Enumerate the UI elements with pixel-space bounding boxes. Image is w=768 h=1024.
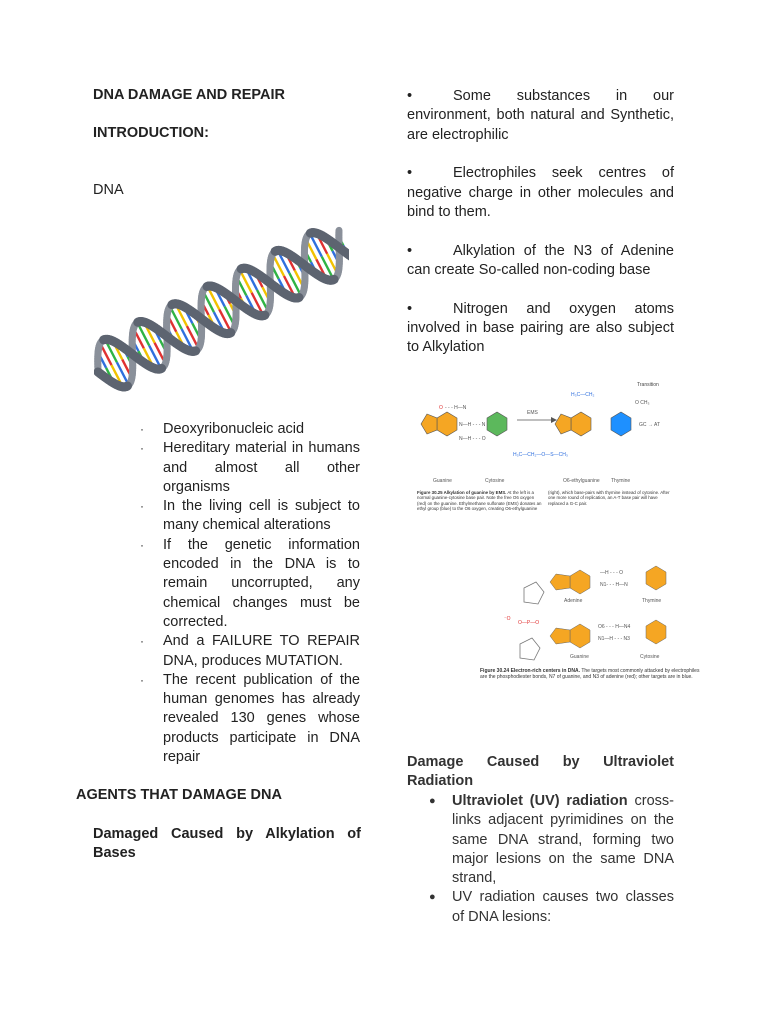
- o6-ethylguanine-ring-icon: [571, 412, 591, 436]
- svg-text:O: O: [439, 405, 443, 411]
- cytosine-label: Cytosine: [485, 478, 505, 484]
- thymine-label-2: Thymine: [642, 598, 662, 604]
- thymine-ring-icon: [646, 566, 666, 590]
- list-item: • Some substances in our environment, both natural and Synthetic, are electrophilic: [407, 88, 674, 143]
- list-item: · If the genetic information encoded in the DNA is to remain uncorrupted, any chemical changes must be corrected.: [140, 536, 360, 630]
- gc-at-label: GC → AT: [639, 422, 661, 428]
- cytosine-ring-icon: [646, 620, 666, 644]
- svg-text:—H - - - O: —H - - - O: [600, 570, 624, 576]
- list-item: · Hereditary material in humans and almost all other organisms: [140, 440, 360, 495]
- transition-label: Transition: [637, 382, 659, 388]
- dna-helix-image: [94, 222, 349, 400]
- list-item: • Nitrogen and oxygen atoms involved in base pairing are also subject to Alkylation: [407, 300, 674, 356]
- svg-text:H₃C—CH₂: H₃C—CH₂: [571, 392, 595, 398]
- adenine-ring-icon: [570, 570, 590, 594]
- svg-text:N—H - - - N: N—H - - - N: [459, 422, 486, 428]
- introduction-heading: INTRODUCTION:: [93, 125, 209, 141]
- dna-facts-list: [140, 420, 360, 767]
- o6-ethylguanine-label: O6-ethylguanine: [563, 478, 600, 484]
- uv-damage-heading: Damage Caused by Ultraviolet Radiation: [407, 754, 674, 790]
- list-item: • Electrophiles seek centres of negative charge in other molecules and bind to them.: [407, 165, 674, 220]
- list-item: ● UV radiation causes two classes of DNA lesions:: [429, 889, 674, 925]
- svg-text:⁻O: ⁻O: [504, 616, 511, 622]
- list-item: · Deoxyribonucleic acid: [140, 421, 305, 437]
- dna-label: DNA: [93, 182, 124, 198]
- sugar-ring-icon: [520, 638, 540, 660]
- electron-rich-centers-figure: [480, 558, 720, 698]
- thymine-ring-icon: [611, 412, 631, 436]
- svg-text:O—P—O: O—P—O: [518, 620, 540, 626]
- list-item: · In the living cell is subject to many chemical alterations: [140, 498, 360, 534]
- guanine-ring-icon: [437, 412, 457, 436]
- guanine-ring-icon: [421, 414, 437, 434]
- uv-damage-list: [407, 792, 674, 927]
- list-item: • Alkylation of the N3 of Adenine can create So-called non-coding base: [407, 242, 674, 279]
- svg-text:N1—H - - - N3: N1—H - - - N3: [598, 636, 630, 642]
- svg-text:H₃C—CH₂—O—S—CH₃: H₃C—CH₂—O—S—CH₃: [513, 452, 568, 458]
- list-item: ● Ultraviolet (UV) radiation cross-links adjacent pyrimidines on the same DNA strand, forming two major lesions on the same DNA strand,: [429, 793, 674, 887]
- alkylation-figure: [415, 374, 673, 524]
- svg-text:O6 - - - H—N4: O6 - - - H—N4: [598, 624, 631, 630]
- figure-caption: Figure 30.25 Alkylation of guanine by EMS. At the left is a normal guanine-cytosine base pair. Note the free O6 oxygen (red) on the guanine. Ethylmethane sulfonate (EMS) donates an ethyl group (blue) to the O6 oxygen, creating O6-ethylguanine (right), which base-pairs with thymine instead of cytosine. After one more round of replication, an A-T base pair will have replaced a G-C pair.: [417, 490, 670, 512]
- sugar-ring-icon: [524, 582, 544, 604]
- svg-text:N—H - - - O: N—H - - - O: [459, 436, 486, 442]
- figure-caption: Figure 30.24 Electron-rich centers in DNA. The targets most commonly attacked by electrophiles are the phosphodiester bonds, N7 of guanine, and N3 of adenine (red); other targets are in blue.: [480, 668, 700, 680]
- adenine-label: Adenine: [564, 598, 583, 604]
- electrophile-list: [407, 87, 674, 377]
- document-title: DNA DAMAGE AND REPAIR: [93, 87, 285, 103]
- svg-text:- - - H—N: - - - H—N: [445, 405, 467, 411]
- agents-heading: AGENTS THAT DAMAGE DNA: [76, 787, 282, 803]
- guanine-ring-icon: [570, 624, 590, 648]
- list-item: · The recent publication of the human genomes has already revealed 130 genes whose products participate in DNA repair: [140, 671, 360, 766]
- guanine-label: Guanine: [433, 478, 452, 484]
- svg-text:N1- - - H—N: N1- - - H—N: [600, 582, 628, 588]
- alkylation-heading: Damaged Caused by Alkylation of Bases: [93, 826, 361, 862]
- svg-text:O CH₃: O CH₃: [635, 400, 650, 406]
- guanine-label-2: Guanine: [570, 654, 589, 660]
- cytosine-label-2: Cytosine: [640, 654, 660, 660]
- list-item: · And a FAILURE TO REPAIR DNA, produces MUTATION.: [140, 633, 360, 669]
- ems-label: EMS: [527, 410, 538, 416]
- thymine-label: Thymine: [611, 478, 631, 484]
- cytosine-ring-icon: [487, 412, 507, 436]
